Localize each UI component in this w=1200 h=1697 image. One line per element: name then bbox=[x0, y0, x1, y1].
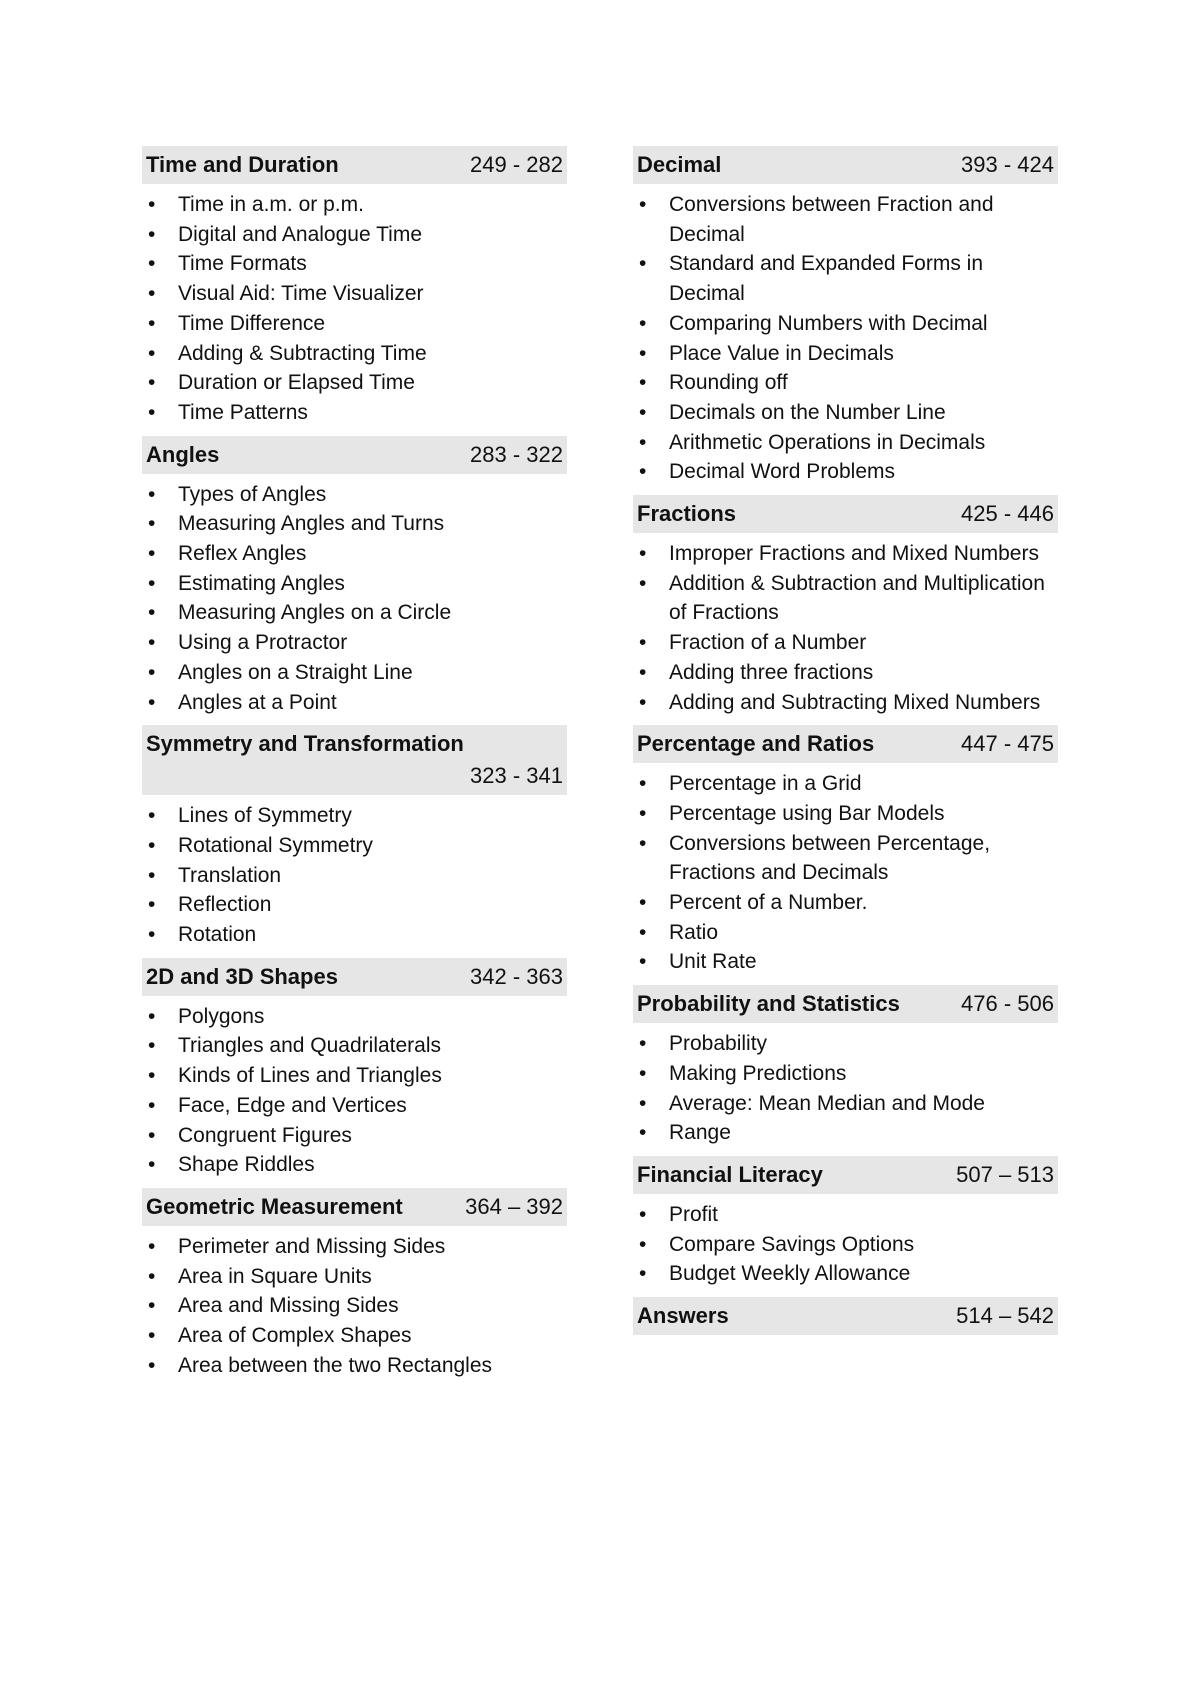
topic-item: • Area of Complex Shapes bbox=[142, 1321, 567, 1351]
topic-list bbox=[142, 801, 567, 950]
section-time-and-duration bbox=[142, 146, 567, 428]
left-column bbox=[142, 146, 567, 1389]
section-percentage-and-ratios bbox=[633, 725, 1058, 977]
section-header bbox=[633, 1156, 1058, 1194]
page-range: 342 - 363 bbox=[470, 963, 563, 989]
topic-item: • Profit bbox=[633, 1200, 1058, 1230]
section-title: Answers bbox=[637, 1303, 729, 1329]
topic-item: • Addition & Subtraction and Multiplication of Fractions bbox=[633, 569, 1058, 628]
topic-list bbox=[142, 1002, 567, 1180]
topic-list bbox=[142, 190, 567, 428]
topic-item: • Percentage in a Grid bbox=[633, 769, 1058, 799]
section-header bbox=[633, 1297, 1058, 1335]
topic-item: • Probability bbox=[633, 1029, 1058, 1059]
topic-list bbox=[633, 190, 1058, 487]
topic-item: • Types of Angles bbox=[142, 480, 567, 510]
topic-item: • Decimals on the Number Line bbox=[633, 398, 1058, 428]
topic-list bbox=[633, 539, 1058, 717]
section-title: Angles bbox=[146, 441, 220, 467]
section-header bbox=[633, 146, 1058, 184]
topic-list bbox=[633, 1029, 1058, 1148]
page-range: 249 - 282 bbox=[470, 152, 563, 177]
topic-list bbox=[142, 1232, 567, 1381]
topic-item: • Unit Rate bbox=[633, 947, 1058, 977]
topic-item: • Area between the two Rectangles bbox=[142, 1351, 567, 1381]
topic-item: • Shape Riddles bbox=[142, 1150, 567, 1180]
section-symmetry-and-transformation bbox=[142, 725, 567, 950]
section-header bbox=[633, 985, 1058, 1023]
page-range: 364 – 392 bbox=[465, 1193, 563, 1219]
topic-item: • Duration or Elapsed Time bbox=[142, 368, 567, 398]
topic-item: • Adding three fractions bbox=[633, 658, 1058, 688]
topic-item: • Place Value in Decimals bbox=[633, 339, 1058, 369]
section-geometric-measurement bbox=[142, 1188, 567, 1381]
topic-item: • Rotational Symmetry bbox=[142, 831, 567, 861]
topic-item: • Compare Savings Options bbox=[633, 1230, 1058, 1260]
topic-item: • Translation bbox=[142, 861, 567, 891]
topic-item: • Adding & Subtracting Time bbox=[142, 339, 567, 369]
topic-item: • Time Formats bbox=[142, 249, 567, 279]
topic-item: • Arithmetic Operations in Decimals bbox=[633, 428, 1058, 458]
section-answers bbox=[633, 1297, 1058, 1335]
topic-list bbox=[142, 480, 567, 718]
topic-item: • Perimeter and Missing Sides bbox=[142, 1232, 567, 1262]
topic-item: • Conversions between Fraction and Decimal bbox=[633, 190, 1058, 249]
page-range: 283 - 322 bbox=[470, 441, 563, 467]
topic-item: • Congruent Figures bbox=[142, 1121, 567, 1151]
section-title: Time and Duration bbox=[146, 152, 339, 177]
right-column bbox=[633, 146, 1058, 1343]
section-decimal bbox=[633, 146, 1058, 487]
page-range: 476 - 506 bbox=[961, 991, 1054, 1017]
topic-item: • Reflex Angles bbox=[142, 539, 567, 569]
section-probability-and-statistics bbox=[633, 985, 1058, 1148]
topic-item: • Measuring Angles and Turns bbox=[142, 509, 567, 539]
section-header bbox=[142, 146, 567, 184]
section-title: Symmetry and Transformation bbox=[146, 731, 464, 757]
topic-item: • Conversions between Percentage, Fractions and Decimals bbox=[633, 829, 1058, 888]
topic-item: • Improper Fractions and Mixed Numbers bbox=[633, 539, 1058, 569]
topic-item: • Making Predictions bbox=[633, 1059, 1058, 1089]
topic-item: • Time Patterns bbox=[142, 398, 567, 428]
section-angles bbox=[142, 436, 567, 718]
topic-item: • Reflection bbox=[142, 890, 567, 920]
section-header bbox=[142, 436, 567, 474]
topic-item: • Time Difference bbox=[142, 309, 567, 339]
section-title: Percentage and Ratios bbox=[637, 731, 875, 757]
section-header bbox=[633, 495, 1058, 533]
topic-item: • Rounding off bbox=[633, 368, 1058, 398]
page-range: 425 - 446 bbox=[961, 501, 1054, 527]
topic-item: • Area in Square Units bbox=[142, 1262, 567, 1292]
topic-item: • Estimating Angles bbox=[142, 569, 567, 599]
topic-item: • Average: Mean Median and Mode bbox=[633, 1089, 1058, 1119]
section-header bbox=[633, 725, 1058, 763]
topic-item: • Triangles and Quadrilaterals bbox=[142, 1031, 567, 1061]
topic-item: • Ratio bbox=[633, 918, 1058, 948]
section-title: 2D and 3D Shapes bbox=[146, 963, 338, 989]
topic-list bbox=[633, 769, 1058, 977]
topic-item: • Decimal Word Problems bbox=[633, 457, 1058, 487]
section-header bbox=[142, 725, 567, 795]
topic-item: • Using a Protractor bbox=[142, 628, 567, 658]
section-header bbox=[142, 1188, 567, 1226]
section-title: Financial Literacy bbox=[637, 1161, 823, 1187]
topic-item: • Adding and Subtracting Mixed Numbers bbox=[633, 688, 1058, 718]
topic-item: • Area and Missing Sides bbox=[142, 1291, 567, 1321]
topic-item: • Standard and Expanded Forms in Decimal bbox=[633, 249, 1058, 308]
topic-item: • Fraction of a Number bbox=[633, 628, 1058, 658]
section-title: Fractions bbox=[637, 501, 737, 527]
topic-item: • Percent of a Number. bbox=[633, 888, 1058, 918]
section-fractions bbox=[633, 495, 1058, 717]
topic-item: • Rotation bbox=[142, 920, 567, 950]
topic-list bbox=[633, 1200, 1058, 1289]
section-title: Probability and Statistics bbox=[637, 991, 900, 1017]
topic-item: • Measuring Angles on a Circle bbox=[142, 598, 567, 628]
page-range: 447 - 475 bbox=[961, 731, 1054, 757]
topic-item: • Budget Weekly Allowance bbox=[633, 1259, 1058, 1289]
page-range: 514 – 542 bbox=[956, 1303, 1054, 1329]
topic-item: • Angles on a Straight Line bbox=[142, 658, 567, 688]
topic-item: • Angles at a Point bbox=[142, 688, 567, 718]
topic-item: • Lines of Symmetry bbox=[142, 801, 567, 831]
topic-item: • Comparing Numbers with Decimal bbox=[633, 309, 1058, 339]
section-financial-literacy bbox=[633, 1156, 1058, 1289]
topic-item: • Percentage using Bar Models bbox=[633, 799, 1058, 829]
section-header bbox=[142, 958, 567, 996]
topic-item: • Time in a.m. or p.m. bbox=[142, 190, 567, 220]
topic-item: • Face, Edge and Vertices bbox=[142, 1091, 567, 1121]
topic-item: • Polygons bbox=[142, 1002, 567, 1032]
page-range: 393 - 424 bbox=[961, 152, 1054, 177]
topic-item: • Visual Aid: Time Visualizer bbox=[142, 279, 567, 309]
topic-item: • Range bbox=[633, 1118, 1058, 1148]
page-range: 323 - 341 bbox=[470, 763, 563, 789]
section-title: Geometric Measurement bbox=[146, 1193, 403, 1219]
page-range: 507 – 513 bbox=[956, 1161, 1054, 1187]
topic-item: • Kinds of Lines and Triangles bbox=[142, 1061, 567, 1091]
section-2d-and-3d-shapes bbox=[142, 958, 567, 1180]
topic-item: • Digital and Analogue Time bbox=[142, 220, 567, 250]
section-title: Decimal bbox=[637, 152, 722, 177]
